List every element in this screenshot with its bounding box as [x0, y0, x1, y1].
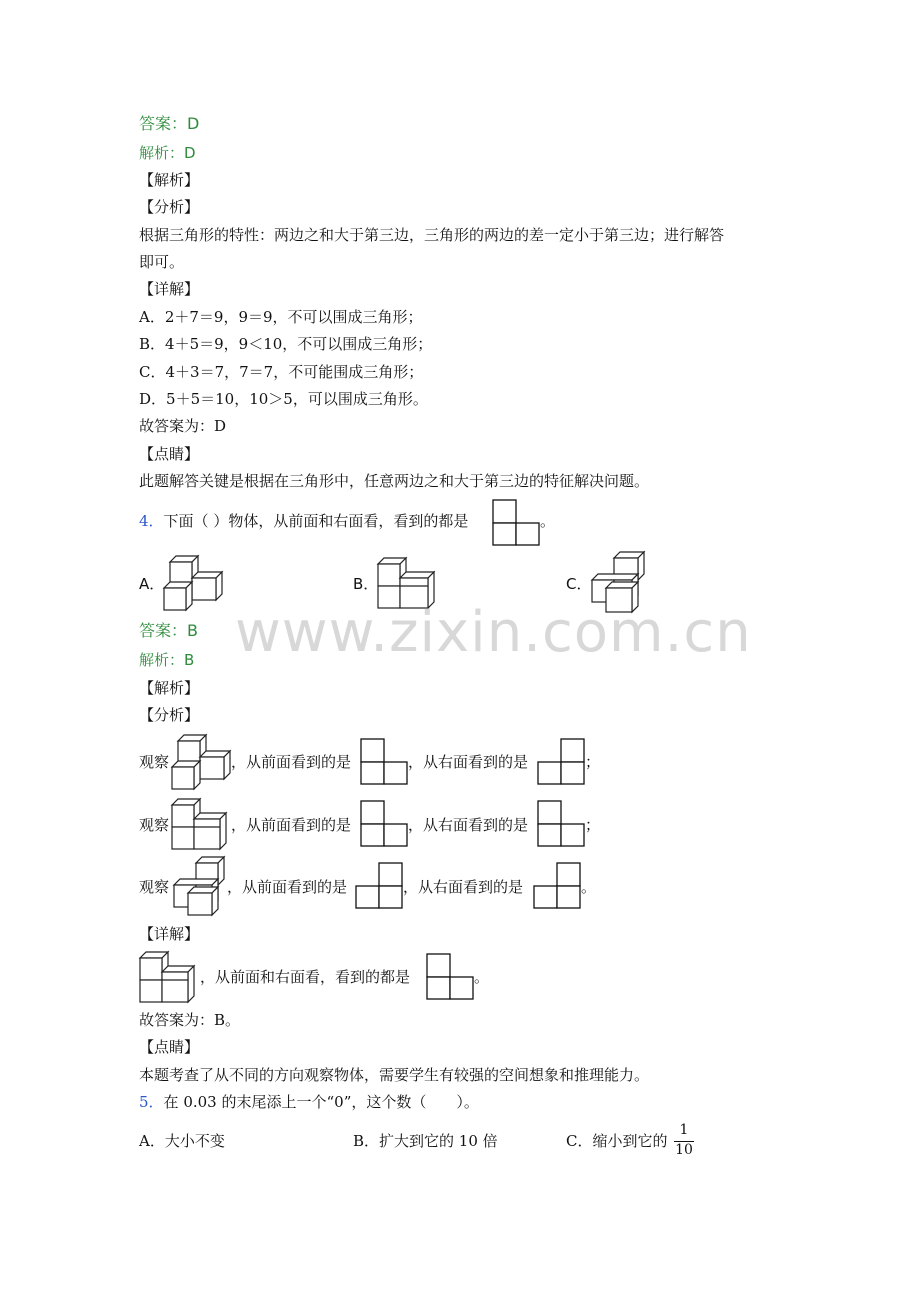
tag-dianjing: 【点睛】: [139, 1038, 200, 1056]
option-b-label: B．: [353, 575, 379, 593]
front-view-text: ，从前面看到的是: [231, 816, 352, 834]
cube-figure-c-small-icon: [170, 855, 230, 917]
tag-dianjing: 【点睛】: [139, 445, 200, 463]
option-b-detail: B．4＋5＝9，9＜10，不可以围成三角形；: [139, 335, 433, 353]
right-view-text: ，从右面看到的是: [403, 878, 524, 896]
right-view-text: ，从右面看到的是: [408, 816, 529, 834]
fenxi-line-1: 根据三角形的特性：两边之和大于第三边，三角形的两边的差一定小于第三边；进行解答: [139, 226, 725, 244]
front-view-shape-icon: [360, 738, 408, 786]
observe-label: 观察: [139, 816, 170, 834]
semicolon: ；: [585, 753, 601, 771]
front-view-text: ，从前面看到的是: [227, 878, 348, 896]
tag-fenxi: 【分析】: [139, 706, 200, 724]
observe-label: 观察: [139, 878, 170, 896]
fenxi-line-2: 即可。: [139, 253, 185, 271]
analysis-line: 解析：D: [139, 144, 196, 162]
option-c-detail: C．4＋3＝7，7＝7，不可能围成三角形；: [139, 363, 424, 381]
tag-xiangjie: 【详解】: [139, 280, 200, 298]
option-a-label: A．: [139, 575, 165, 593]
option-c: C．缩小到它的: [566, 1132, 668, 1150]
cube-figure-a-small-icon: [170, 731, 234, 793]
conclusion: 故答案为：D: [139, 417, 227, 435]
option-b: B．扩大到它的 10 倍: [353, 1132, 498, 1150]
fraction-denominator: 10: [675, 1142, 693, 1158]
option-c-label: C．: [566, 575, 592, 593]
fraction-numerator: 1: [679, 1122, 689, 1138]
cube-figure-b-small-icon: [170, 797, 232, 851]
front-view-shape-icon: [355, 862, 403, 910]
period: 。: [474, 968, 490, 986]
tag-jiexi: 【解析】: [139, 679, 200, 697]
cube-figure-a-icon: [162, 552, 226, 614]
result-view-shape-icon: [426, 953, 474, 1001]
watermark: www.zixin.com.cn: [235, 600, 752, 665]
conclusion: 故答案为：B。: [139, 1011, 241, 1029]
right-view-shape-icon: [533, 862, 581, 910]
option-a-detail: A．2＋7＝9，9＝9，不可以围成三角形；: [139, 308, 423, 326]
semicolon: ；: [585, 816, 601, 834]
question-4-stem: 4．下面（ ）物体，从前面和右面看，看到的都是: [139, 512, 469, 530]
stem-end: 。: [540, 512, 556, 530]
cube-figure-b-icon: [376, 554, 440, 610]
period: 。: [581, 878, 597, 896]
view-shape-icon: [492, 499, 540, 547]
front-view-text: ，从前面看到的是: [231, 753, 352, 771]
tag-xiangjie: 【详解】: [139, 925, 200, 943]
answer-line: 答案：D: [139, 114, 200, 133]
option-d-detail: D．5＋5＝10，10＞5，可以围成三角形。: [139, 390, 428, 408]
dianjing-text: 本题考查了从不同的方向观察物体，需要学生有较强的空间想象和推理能力。: [139, 1066, 650, 1084]
detail-text: ，从前面和右面看，看到的都是: [200, 968, 411, 986]
answer-line: 答案：B: [139, 621, 198, 640]
dianjing-text: 此题解答关键是根据在三角形中，任意两边之和大于第三边的特征解决问题。: [139, 472, 650, 490]
cube-figure-c-icon: [588, 550, 650, 614]
question-5-stem: 5．在 0.03 的末尾添上一个“0”，这个数（ ）。: [139, 1093, 479, 1111]
tag-jiexi: 【解析】: [139, 171, 200, 189]
right-view-shape-icon: [537, 738, 585, 786]
cube-figure-b-answer-icon: [138, 950, 200, 1004]
right-view-shape-icon: [537, 800, 585, 848]
tag-fenxi: 【分析】: [139, 198, 200, 216]
option-a: A．大小不变: [139, 1132, 225, 1150]
front-view-shape-icon: [360, 800, 408, 848]
observe-label: 观察: [139, 753, 170, 771]
analysis-line: 解析：B: [139, 651, 195, 669]
right-view-text: ，从右面看到的是: [408, 753, 529, 771]
